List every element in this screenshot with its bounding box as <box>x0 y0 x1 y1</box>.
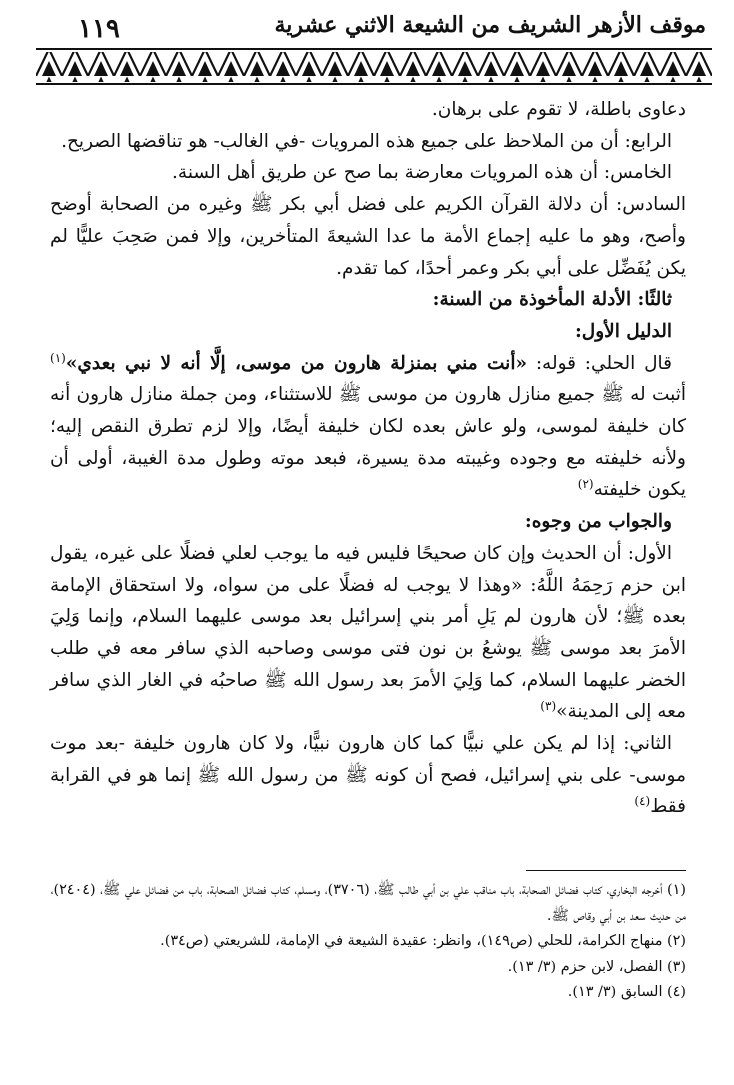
page-number: ١١٩ <box>78 14 120 44</box>
paragraph-4: السادس: أن دلالة القرآن الكريم على فضل أبي بكر ﷺ وغيره من الصحابة أوضح وأصح، وهو ما عليه إجماع الأمة ما عدا الشيعةَ المتأخرين، وإلا فمن صَحِبَ عليًّا لم يكن يُفَضِّل على أبي بكر وعمر أحدًا، كما تقدم. <box>50 194 686 279</box>
paragraph-1: دعاوى باطلة، لا تقوم على برهان. <box>431 99 686 120</box>
subheading-response: والجواب من وجوه: <box>524 511 672 533</box>
paragraph-hadith <box>50 348 686 507</box>
paragraph-3: الخامس: أن هذه المرويات معارضة بما صح عن طريق أهل السنة. <box>172 162 672 184</box>
paragraph-first-answer: الأول: أن الحديث وإن كان صحيحًا فليس فيه ما يوجب لعلي فضلًا على غيره، يقول ابن حزم رَحِمَهُ اللَّهُ: «وهذا لا يوجب له فضلًا على من سواه، ولا استحقاق الإمامة بعده ﷺ؛ لأن هارون لم يَلِ أمر بني إسرائيل بعد موسى عليهما السلام، وإنما وَلِيَ الأمرَ بعد موسى ﷺ يوشعُ بن نون فتى موسى وصاحبه الذي سافر معه في طلب الخضر عليهما السلام، كما وَلِيَ الأمرَ بعد رسول الله ﷺ صاحبُه في الغار الذي سافر معه إلى المدينة»$^{(٣)}$ <box>50 542 686 723</box>
footnote-4: (٤) السابق (٣/ ١٣). <box>567 984 686 1000</box>
footnote-ref: (٢) <box>577 477 594 492</box>
running-title: موقف الأزهر الشريف من الشيعة الاثني عشرية <box>274 12 706 38</box>
footnote-2: (٢) منهاج الكرامة، للحلي (ص١٤٩)، وانظر: عقيدة الشيعة في الإمامة، للشريعتي (ص٣٤). <box>160 933 686 949</box>
subheading-first-proof: الدليل الأول: <box>574 320 672 342</box>
section-heading: ثالثًا: الأدلة المأخوذة من السنة: <box>432 289 672 311</box>
footnotes <box>50 878 686 1006</box>
footnote-3: (٣) الفصل، لابن حزم (٣/ ١٣). <box>507 958 686 975</box>
footnote-ref: (١) <box>50 350 66 365</box>
paragraph-second-answer: الثاني: إذا لم يكن علي نبيًّا كما كان هارون نبيًّا، ولا كان هارون خليفة -بعد موت موسى- على بني إسرائيل، فصح أن كونه ﷺ من رسول الله ﷺ إنما هو في القرابة فقط$^{(٤)}$ <box>50 733 686 818</box>
main-text <box>50 94 686 823</box>
hadith-intro: قال الحلي: قوله: <box>527 352 672 374</box>
footnote-ref: (٣) <box>540 699 557 714</box>
footnote-1: (١) أخرجه البخاري، كتاب فضائل الصحابة، باب مناقب علي بن أبي طالب ﷺ، (٣٧٠٦)، ومسلم، كتاب فضائل الصحابة، باب من فضائل علي ﷺ، (٢٤٠٤)، من حديث سعد بن أبي وقاص ﷺ. <box>50 882 686 924</box>
footnote-ref: (٤) <box>634 794 651 809</box>
paragraph-2: الرابع: أن من الملاحظ على جميع هذه المرويات -في الغالب- هو تناقضها الصريح. <box>61 130 672 152</box>
footnote-separator <box>526 870 686 871</box>
hadith-quote: «أنت مني بمنزلة هارون من موسى، إلَّا أنه لا نبي بعدي» <box>65 352 528 374</box>
ornamental-header-band <box>36 46 712 88</box>
hadith-commentary: أثبت له ﷺ جميع منازل هارون من موسى ﷺ للاستثناء، ومن جملة منازل هارون أنه كان خليفة لموسى، ولو عاش بعده لكان خليفة أيضًا، وإلا لزم تطرق النقص إليه؛ ولأنه خليفته مع وجوده وغيبته مدة يسيرة، فبعد موته وطول مدة الغيبة، أولى أن يكون خليفته <box>50 384 686 501</box>
